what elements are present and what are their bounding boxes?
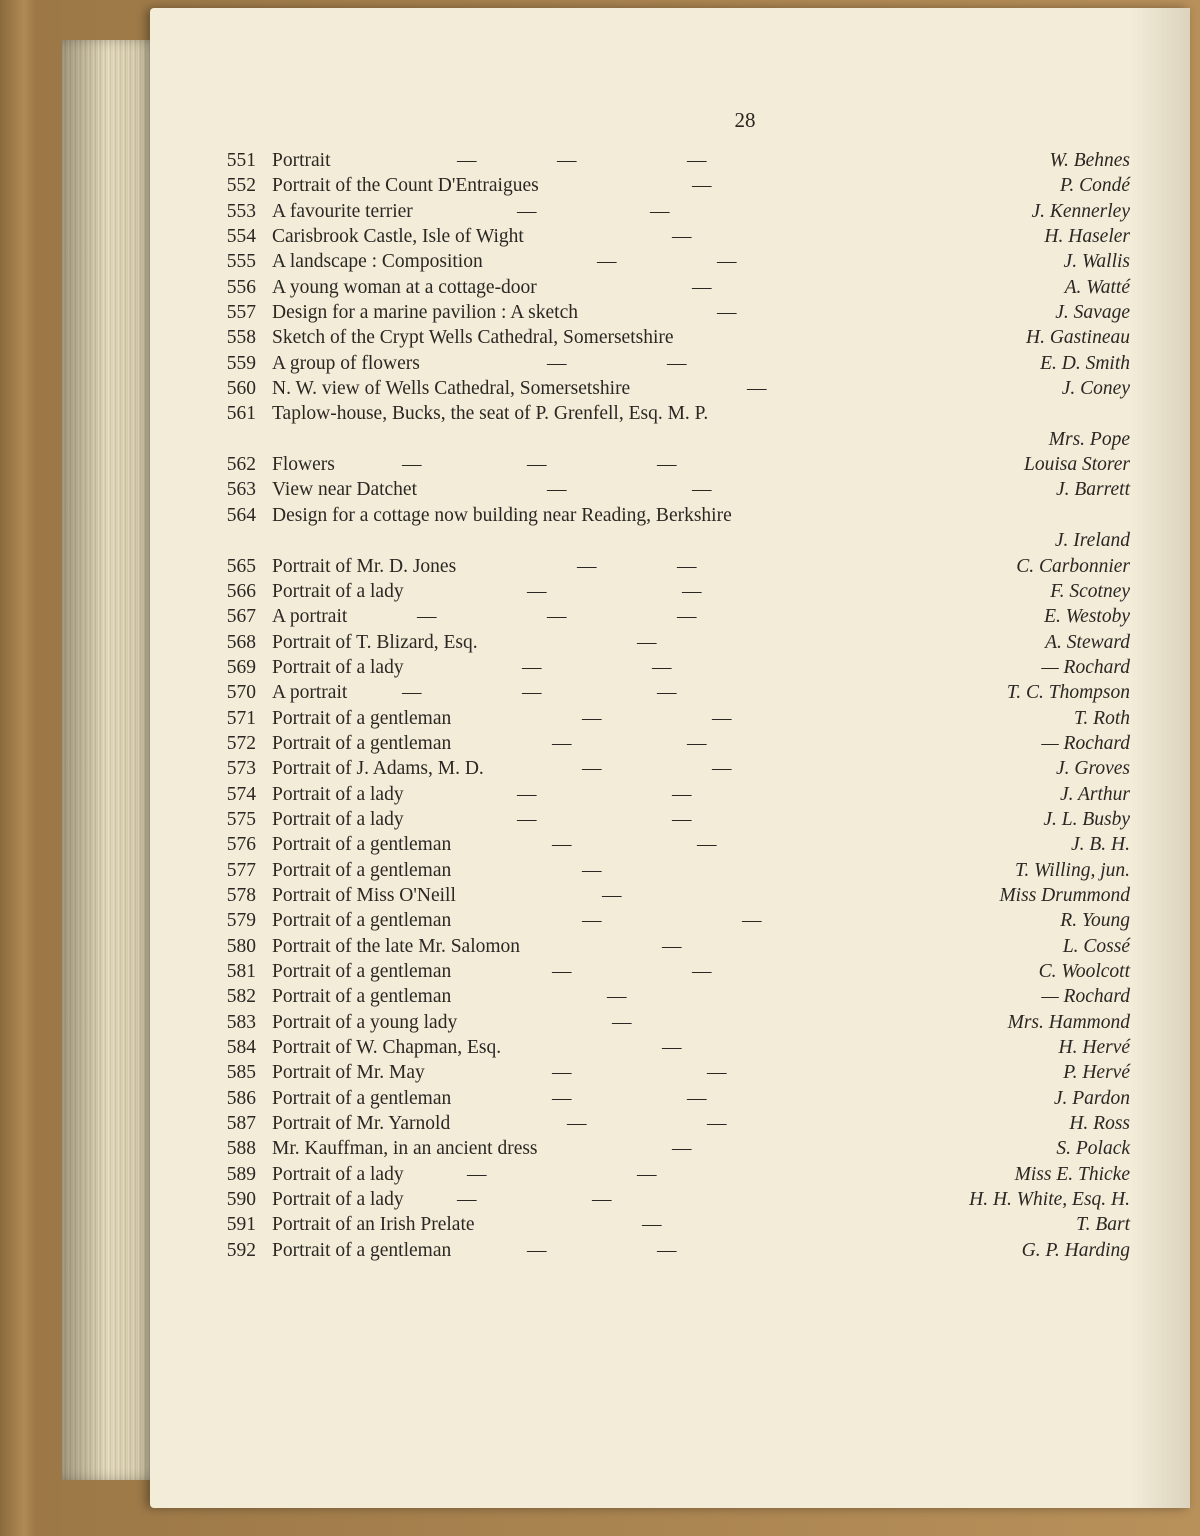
entry-artist: J. Barrett	[1055, 479, 1130, 501]
catalogue-entry	[212, 934, 1130, 959]
entry-artist: E. D. Smith	[1040, 352, 1130, 374]
dash-separator: —	[582, 859, 602, 881]
entry-artist: J. B. H.	[1070, 834, 1130, 856]
entry-number: 564	[226, 504, 256, 526]
entry-artist: J. Ireland	[1054, 530, 1130, 552]
entry-artist: J. Coney	[1061, 378, 1130, 400]
entry-number: 579	[226, 910, 256, 932]
dash-separator: —	[527, 454, 547, 476]
dash-separator: —	[672, 226, 692, 248]
entry-title: Portrait	[272, 150, 331, 171]
catalogue-entry	[212, 1136, 1130, 1161]
entry-title: View near Datchet	[272, 479, 418, 501]
entry-title: Portrait of a gentleman	[272, 1087, 452, 1109]
dash-separator: —	[657, 454, 677, 476]
entry-artist: R. Young	[1060, 910, 1130, 932]
entry-title: Mr. Kauffman, in an ancient dress	[272, 1138, 538, 1160]
entry-artist: T. C. Thompson	[1006, 682, 1130, 704]
entry-number: 571	[226, 707, 256, 729]
entry-artist: Louisa Storer	[1023, 454, 1130, 476]
entry-artist: E. Westoby	[1044, 606, 1130, 628]
catalogue-entry	[212, 503, 1130, 554]
catalogue-entry	[212, 148, 1130, 173]
dash-separator: —	[402, 454, 422, 476]
dash-separator: —	[637, 1163, 657, 1185]
entry-number: 587	[226, 1113, 256, 1135]
entry-artist: C. Woolcott	[1038, 961, 1130, 982]
entry-number: 559	[226, 352, 256, 374]
dash-separator: —	[692, 479, 712, 501]
dash-separator: —	[717, 251, 737, 273]
entry-artist: — Rochard	[1041, 732, 1130, 754]
entry-artist: H. Haseler	[1044, 226, 1130, 248]
dash-separator: —	[582, 707, 602, 729]
entry-number: 584	[226, 1037, 256, 1059]
dash-separator: —	[527, 1239, 547, 1261]
dash-separator: —	[692, 961, 712, 982]
entry-number: 583	[226, 1011, 256, 1033]
entry-number: 567	[226, 606, 256, 628]
entry-number: 588	[226, 1138, 256, 1160]
dash-separator: —	[637, 631, 657, 653]
catalogue-entry	[212, 452, 1130, 477]
dash-separator: —	[602, 884, 622, 906]
dash-separator: —	[712, 707, 732, 729]
catalogue-entry	[212, 959, 1130, 984]
entry-title: Portrait of Mr. May	[272, 1062, 425, 1084]
catalogue-entry	[212, 782, 1130, 807]
entry-artist: J. Groves	[1055, 758, 1130, 780]
entry-artist: F. Scotney	[1050, 580, 1130, 602]
entry-artist: L. Cossé	[1062, 935, 1130, 957]
entry-number: 553	[226, 200, 256, 222]
entry-artist: Miss Drummond	[999, 884, 1130, 906]
entry-title: Portrait of a gentleman	[272, 732, 452, 754]
entry-title: Portrait of a gentleman	[272, 961, 452, 982]
entry-number: 581	[226, 961, 256, 982]
catalogue-entry	[212, 731, 1130, 756]
dash-separator: —	[667, 352, 687, 374]
entry-title: Portrait of a gentleman	[272, 1239, 452, 1261]
dash-separator: —	[557, 150, 577, 171]
entry-artist: T. Bart	[1076, 1214, 1130, 1236]
dash-separator: —	[517, 200, 537, 222]
entry-artist: T. Willing, jun.	[1014, 859, 1130, 881]
dash-separator: —	[687, 732, 707, 754]
catalogue-entry	[212, 655, 1130, 680]
dash-separator: —	[672, 1138, 692, 1160]
entry-title: A young woman at a cottage-door	[272, 276, 537, 298]
catalogue-entry	[212, 1035, 1130, 1060]
catalogue-entry	[212, 224, 1130, 249]
dash-separator: —	[582, 910, 602, 932]
dash-separator: —	[707, 1062, 727, 1084]
entry-number: 558	[226, 327, 256, 349]
entry-artist: P. Hervé	[1063, 1062, 1130, 1084]
dash-separator: —	[662, 1037, 682, 1059]
dash-separator: —	[717, 302, 737, 324]
entry-title: Portrait of a lady	[272, 1163, 404, 1185]
catalogue-entry	[212, 630, 1130, 655]
entry-title: Taplow-house, Bucks, the seat of P. Grenfell, Esq. M. P.	[272, 403, 709, 425]
entry-title: Sketch of the Crypt Wells Cathedral, Somersetshire	[272, 327, 674, 349]
catalogue-list	[212, 148, 1130, 1263]
entry-artist: P. Condé	[1059, 175, 1130, 197]
dash-separator: —	[517, 783, 537, 805]
dash-separator: —	[662, 935, 682, 957]
dash-separator: —	[687, 150, 707, 171]
entry-title: A portrait	[272, 606, 348, 628]
catalogue-entry	[212, 173, 1130, 198]
dash-separator: —	[692, 175, 712, 197]
dash-separator: —	[527, 580, 547, 602]
entry-number: 589	[226, 1163, 256, 1185]
entry-artist: H. Ross	[1069, 1113, 1130, 1135]
dash-separator: —	[582, 758, 602, 780]
entry-number: 582	[226, 986, 256, 1008]
entry-artist: J. Wallis	[1063, 251, 1130, 273]
dash-separator: —	[417, 606, 437, 628]
entry-artist: A. Watté	[1064, 276, 1130, 298]
entry-artist: J. Pardon	[1053, 1087, 1130, 1109]
entry-title: A favourite terrier	[272, 200, 413, 222]
dash-separator: —	[692, 276, 712, 298]
dash-separator: —	[522, 656, 542, 678]
entry-artist: J. Savage	[1055, 302, 1130, 324]
catalogue-entry	[212, 984, 1130, 1009]
dash-separator: —	[687, 1087, 707, 1109]
dash-separator: —	[652, 656, 672, 678]
entry-artist: H. Gastineau	[1026, 327, 1130, 349]
entry-number: 563	[226, 479, 256, 501]
entry-artist: — Rochard	[1041, 986, 1130, 1008]
catalogue-entry	[212, 300, 1130, 325]
entry-number: 557	[226, 302, 256, 324]
entry-title: Portrait of a young lady	[272, 1011, 458, 1033]
entry-number: 556	[226, 276, 256, 298]
dash-separator: —	[552, 732, 572, 754]
entry-title: Portrait of a lady	[272, 783, 404, 805]
dash-separator: —	[552, 834, 572, 856]
dash-separator: —	[547, 352, 567, 374]
entry-title: Portrait of a lady	[272, 580, 404, 602]
entry-artist: — Rochard	[1041, 656, 1130, 678]
entry-number: 585	[226, 1062, 256, 1084]
entry-number: 570	[226, 682, 256, 704]
entry-title: N. W. view of Wells Cathedral, Somersetshire	[272, 378, 631, 400]
catalogue-entry	[212, 376, 1130, 401]
entry-title: Portrait of a gentleman	[272, 986, 452, 1008]
catalogue-entry	[212, 249, 1130, 274]
catalogue-entry	[212, 1086, 1130, 1111]
dash-separator: —	[552, 1087, 572, 1109]
dash-separator: —	[597, 251, 617, 273]
entry-number: 577	[226, 859, 256, 881]
catalogue-entry	[212, 1010, 1130, 1035]
catalogue-entry	[212, 1162, 1130, 1187]
entry-number: 566	[226, 580, 256, 602]
entry-number: 592	[226, 1239, 256, 1261]
dash-separator: —	[457, 150, 477, 171]
entry-title: A portrait	[272, 682, 348, 704]
dash-separator: —	[592, 1189, 612, 1211]
entry-number: 586	[226, 1087, 256, 1109]
catalogue-entry	[212, 1238, 1130, 1263]
dash-separator: —	[547, 606, 567, 628]
entry-title: Flowers	[272, 454, 335, 476]
dash-separator: —	[517, 808, 537, 830]
dash-separator: —	[657, 1239, 677, 1261]
catalogue-entry	[212, 1212, 1130, 1237]
dash-separator: —	[677, 606, 697, 628]
entry-number: 572	[226, 732, 256, 754]
entry-title: Portrait of a lady	[272, 808, 404, 830]
entry-number: 590	[226, 1189, 256, 1211]
entry-title: Portrait of Mr. Yarnold	[272, 1113, 451, 1135]
catalogue-entry	[212, 908, 1130, 933]
dash-separator: —	[650, 200, 670, 222]
entry-title: Portrait of a gentleman	[272, 834, 452, 856]
entry-title: Portrait of W. Chapman, Esq.	[272, 1037, 502, 1059]
entry-artist: S. Polack	[1056, 1138, 1130, 1160]
dash-separator: —	[657, 682, 677, 704]
catalogue-entry	[212, 1060, 1130, 1085]
catalogue-entry	[212, 883, 1130, 908]
entry-title: Portrait of the Count D'Entraigues	[272, 175, 539, 197]
dash-separator: —	[577, 555, 597, 577]
entry-title: Portrait of a lady	[272, 656, 404, 678]
entry-title: Portrait of Miss O'Neill	[272, 884, 456, 906]
entry-number: 568	[226, 631, 256, 653]
catalogue-entry	[212, 275, 1130, 300]
dash-separator: —	[682, 580, 702, 602]
dash-separator: —	[712, 758, 732, 780]
entry-artist: J. Kennerley	[1031, 200, 1130, 222]
entry-artist: C. Carbonnier	[1016, 555, 1130, 577]
catalogue-entry	[212, 680, 1130, 705]
dash-separator: —	[707, 1113, 727, 1135]
entry-artist: Mrs. Hammond	[1007, 1011, 1130, 1033]
entry-title: Portrait of a gentleman	[272, 707, 452, 729]
entry-number: 560	[226, 378, 256, 400]
entry-number: 578	[226, 884, 256, 906]
entry-title: Portrait of T. Blizard, Esq.	[272, 631, 478, 653]
entry-number: 562	[226, 454, 256, 476]
dash-separator: —	[457, 1189, 477, 1211]
catalogue-entry	[212, 1111, 1130, 1136]
catalogue-entry	[212, 1187, 1130, 1212]
entry-number: 555	[226, 251, 256, 273]
dash-separator: —	[547, 479, 567, 501]
catalogue-entry	[212, 858, 1130, 883]
dash-separator: —	[677, 555, 697, 577]
entry-number: 591	[226, 1214, 256, 1236]
entry-artist: Mrs. Pope	[1048, 428, 1130, 450]
entry-artist: W. Behnes	[1049, 150, 1130, 171]
catalogue-entry	[212, 807, 1130, 832]
entry-title: Portrait of J. Adams, M. D.	[272, 758, 484, 780]
entry-artist: J. Arthur	[1059, 783, 1130, 805]
dash-separator: —	[747, 378, 767, 400]
entry-artist: H. Hervé	[1058, 1037, 1130, 1059]
entry-number: 575	[226, 808, 256, 830]
entry-title: Carisbrook Castle, Isle of Wight	[272, 226, 524, 248]
entry-artist: G. P. Harding	[1021, 1239, 1130, 1261]
dash-separator: —	[607, 986, 627, 1008]
catalogue-entry	[212, 832, 1130, 857]
entry-title: Portrait of an Irish Prelate	[272, 1214, 475, 1236]
catalogue-entry	[212, 199, 1130, 224]
entry-title: Portrait of Mr. D. Jones	[272, 555, 457, 577]
catalogue-entry	[212, 706, 1130, 731]
entry-artist: J. L. Busby	[1043, 808, 1130, 830]
entry-number: 561	[226, 403, 256, 425]
entry-title: Portrait of a gentleman	[272, 910, 452, 932]
catalogue-entry	[212, 756, 1130, 781]
entry-artist: A. Steward	[1045, 631, 1130, 653]
entry-title: Design for a marine pavilion : A sketch	[272, 302, 578, 324]
catalogue-entry	[212, 604, 1130, 629]
catalogue-entry	[212, 477, 1130, 502]
dash-separator: —	[742, 910, 762, 932]
dash-separator: —	[567, 1113, 587, 1135]
catalogue-entry	[212, 579, 1130, 604]
entry-title: A landscape : Composition	[272, 251, 483, 273]
entry-number: 551	[226, 150, 256, 171]
entry-title: Design for a cottage now building near Reading, Berkshire	[272, 504, 732, 526]
entry-title: A group of flowers	[272, 352, 420, 374]
entry-artist: Miss E. Thicke	[1014, 1163, 1130, 1185]
entry-number: 573	[226, 758, 256, 780]
entry-artist: H. H. White, Esq. H.	[969, 1189, 1130, 1211]
dash-separator: —	[672, 783, 692, 805]
entry-number: 580	[226, 935, 256, 957]
entry-title: Portrait of a lady	[272, 1189, 404, 1211]
dash-separator: —	[402, 682, 422, 704]
page-number: 28	[734, 108, 756, 132]
dash-separator: —	[552, 1062, 572, 1084]
dash-separator: —	[697, 834, 717, 856]
entry-number: 565	[226, 555, 256, 577]
entry-title: Portrait of a gentleman	[272, 859, 452, 881]
entry-number: 552	[226, 175, 256, 197]
entry-title: Portrait of the late Mr. Salomon	[272, 935, 521, 957]
entry-number: 554	[226, 226, 256, 248]
entry-number: 574	[226, 783, 256, 805]
catalogue-entry	[212, 401, 1130, 452]
dash-separator: —	[612, 1011, 632, 1033]
dash-separator: —	[552, 961, 572, 982]
dash-separator: —	[467, 1163, 487, 1185]
catalogue-entry	[212, 554, 1130, 579]
catalogue-entry	[212, 325, 1130, 350]
entry-number: 576	[226, 834, 256, 856]
dash-separator: —	[522, 682, 542, 704]
dash-separator: —	[642, 1214, 662, 1236]
entry-number: 569	[226, 656, 256, 678]
catalogue-entry	[212, 351, 1130, 376]
dash-separator: —	[672, 808, 692, 830]
entry-artist: T. Roth	[1074, 707, 1130, 729]
